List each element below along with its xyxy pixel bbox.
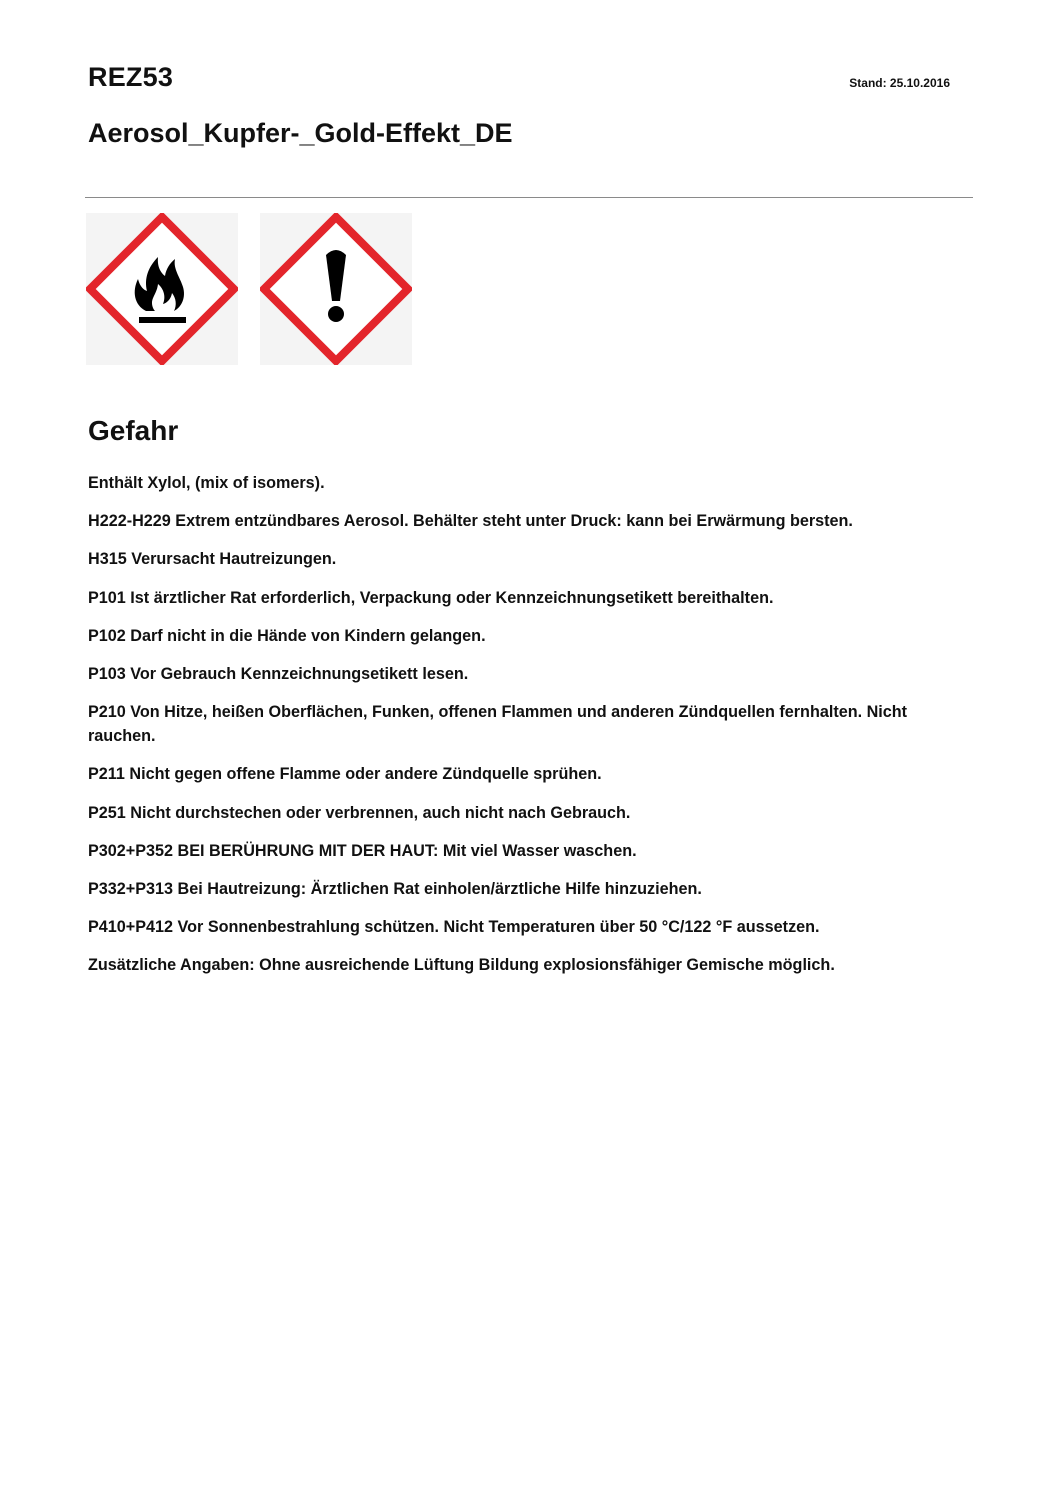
statement-p101: P101 Ist ärztlicher Rat erforderlich, Verpackung oder Kennzeichnungsetikett bereithalten. bbox=[88, 588, 774, 607]
statement-additional-info: Zusätzliche Angaben: Ohne ausreichende Lüftung Bildung explosionsfähiger Gemische möglich. bbox=[88, 956, 835, 975]
statement-p102: P102 Darf nicht in die Hände von Kindern gelangen. bbox=[88, 626, 486, 645]
header-divider bbox=[85, 197, 973, 198]
ghs07-exclamation-mark-icon bbox=[260, 213, 412, 365]
hazard-statements-list bbox=[88, 471, 968, 991]
statement-p211: P211 Nicht gegen offene Flamme oder andere Zündquelle sprühen. bbox=[88, 765, 602, 784]
statement-p410-p412: P410+P412 Vor Sonnenbestrahlung schützen. Nicht Temperaturen über 50 °C/122 °F aussetzen. bbox=[88, 918, 820, 937]
document-title: Aerosol_Kupfer-_Gold-Effekt_DE bbox=[88, 118, 513, 148]
signal-word: Gefahr bbox=[88, 415, 179, 446]
statement-h222-h229: H222-H229 Extrem entzündbares Aerosol. Behälter steht unter Druck: kann bei Erwärmung bersten. bbox=[88, 512, 853, 531]
statement-p103: P103 Vor Gebrauch Kennzeichnungsetikett lesen. bbox=[88, 664, 469, 683]
statement-p332-p313: P332+P313 Bei Hautreizung: Ärztlichen Rat einholen/ärztliche Hilfe hinzuziehen. bbox=[88, 879, 702, 898]
ghs02-flame-icon bbox=[86, 213, 238, 365]
hazard-pictograms bbox=[86, 213, 412, 365]
statement-p210: P210 Von Hitze, heißen Oberflächen, Funken, offenen Flammen und anderen Zündquellen fernhalten. Nicht rauchen. bbox=[88, 703, 908, 746]
statement-contains: Enthält Xylol, (mix of isomers). bbox=[88, 474, 325, 492]
statement-p302-p352: P302+P352 BEI BERÜHRUNG MIT DER HAUT: Mit viel Wasser waschen. bbox=[88, 841, 637, 860]
document-code: REZ53 bbox=[88, 62, 174, 92]
statement-p251: P251 Nicht durchstechen oder verbrennen, auch nicht nach Gebrauch. bbox=[88, 803, 631, 822]
statement-h315: H315 Verursacht Hautreizungen. bbox=[88, 550, 337, 569]
document-date: Stand: 25.10.2016 bbox=[849, 76, 950, 90]
